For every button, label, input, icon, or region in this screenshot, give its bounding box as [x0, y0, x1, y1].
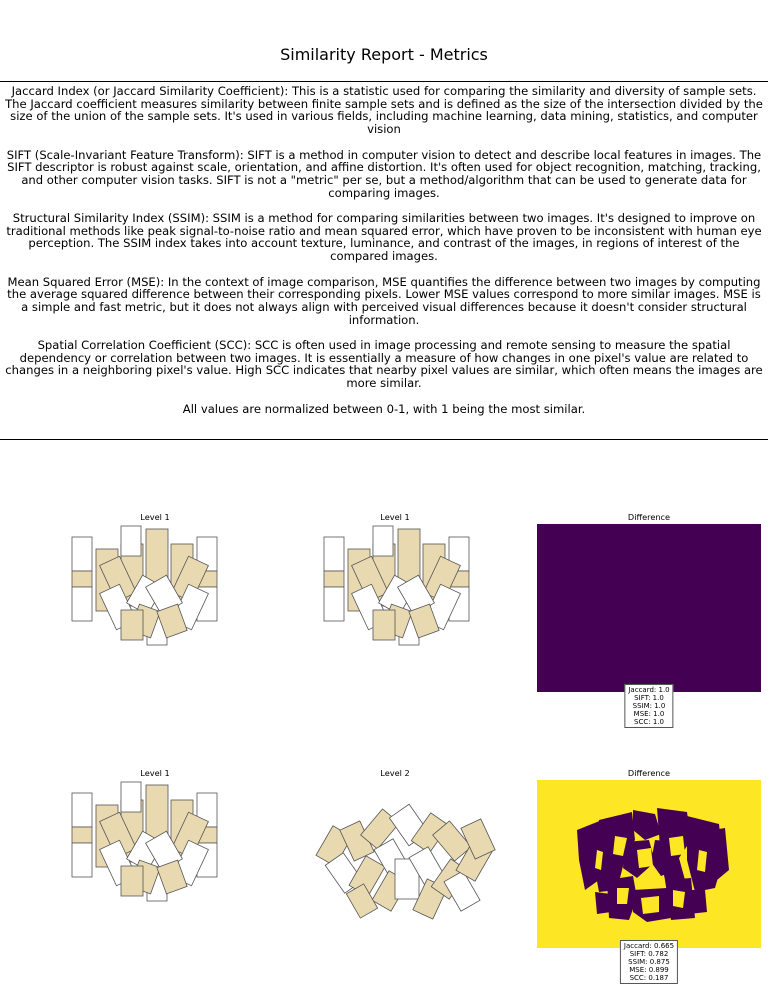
row2-middle-title: Level 2 [380, 768, 410, 778]
tile-shape [324, 537, 344, 571]
row2-left-image [60, 781, 250, 941]
tile-shape [121, 610, 143, 640]
row2-difference-image [537, 780, 761, 948]
ssim-description: Structural Similarity Index (SSIM): SSIM is a method for comparing similarities between two images. It's designed to improve on traditional methods like peak signal-to-noise ratio and mean squared error, which have proven to be inconsistent with human eye perception. The SSIM index takes into account texture, luminance, and contrast of the images, in regions of interest of the compared images. [6, 211, 762, 264]
row1-left-image [60, 525, 250, 685]
scc-description: Spatial Correlation Coefficient (SCC): SCC is often used in image processing and remote sensing to measure the spatial dependency or correlation between two images. It is essentially a measure of how changes in one pixel's value are related to changes in a neighboring pixel's value. High SCC indicates that nearby pixel values are similar, which often means the images are more similar. [5, 338, 763, 391]
mse-value: MSE: 1.0 [633, 710, 665, 718]
row2-metrics-box [620, 940, 678, 984]
bottom-divider [0, 439, 768, 440]
row2-middle-image [312, 781, 502, 941]
row2-right-title: Difference [627, 768, 671, 778]
tile-shape [72, 843, 92, 877]
tile-shape [72, 793, 92, 827]
metric-descriptions [0, 85, 768, 415]
tile-shape [324, 571, 344, 587]
tile-shape [72, 827, 92, 843]
tile-shape [324, 587, 344, 621]
row1-metrics-box [624, 684, 673, 728]
row1-right-title: Difference [627, 512, 671, 522]
tile-shape [121, 782, 141, 812]
tile-shape [121, 866, 143, 896]
tile-shape [121, 526, 141, 556]
row1-left-title: Level 1 [140, 512, 170, 522]
scc-value: SCC: 1.0 [634, 718, 664, 726]
top-divider [0, 81, 768, 82]
sift-value: SIFT: 0.782 [629, 950, 669, 958]
mse-value: MSE: 0.899 [629, 966, 669, 974]
tile-shape [373, 610, 395, 640]
scc-value: SCC: 0.187 [629, 974, 669, 982]
tile-shape [72, 571, 92, 587]
ssim-value: SSIM: 1.0 [632, 702, 666, 710]
report-title: Similarity Report - Metrics [280, 45, 488, 64]
row2-left-title: Level 1 [140, 768, 170, 778]
jaccard-description: Jaccard Index (or Jaccard Similarity Coefficient): This is a statistic used for comparing the similarity and diversity of sample sets. The Jaccard coefficient measures similarity between finite sample sets and is defined as the size of the intersection divided by the size of the union of the sample sets. It's used in various fields, including machine learning, data mining, statistics, and computer vision [5, 84, 763, 137]
tile-shape [72, 587, 92, 621]
sift-description: SIFT (Scale-Invariant Feature Transform): SIFT is a method in computer vision to detect and describe local features in images. The SIFT descriptor is robust against scale, orientation, and affine distortion. It's often used for object recognition, matching, tracking, and other computer vision tasks. SIFT is not a "metric" per se, but a method/algorithm that can be used to generate data for comparing images. [6, 147, 762, 200]
jaccard-value: Jaccard: 0.665 [623, 942, 675, 950]
mse-description: Mean Squared Error (MSE): In the context of image comparison, MSE quantifies the difference between two images by computing the average squared difference between their corresponding pixels. Lower MSE values correspond to more similar images. MSE is a simple and fast metric, but it does not always align with perceived visual differences because it doesn't consider structural information. [7, 274, 761, 327]
row1-difference-image [537, 524, 761, 692]
normalization-note: All values are normalized between 0-1, with 1 being the most similar. [182, 401, 586, 416]
jaccard-value: Jaccard: 1.0 [628, 686, 670, 694]
tile-shape [72, 537, 92, 571]
difference-background [537, 524, 761, 692]
sift-value: SIFT: 1.0 [634, 694, 664, 702]
row1-middle-title: Level 1 [380, 512, 410, 522]
row1-middle-image [312, 525, 502, 685]
ssim-value: SSIM: 0.875 [628, 958, 670, 966]
tile-shape [373, 526, 393, 556]
